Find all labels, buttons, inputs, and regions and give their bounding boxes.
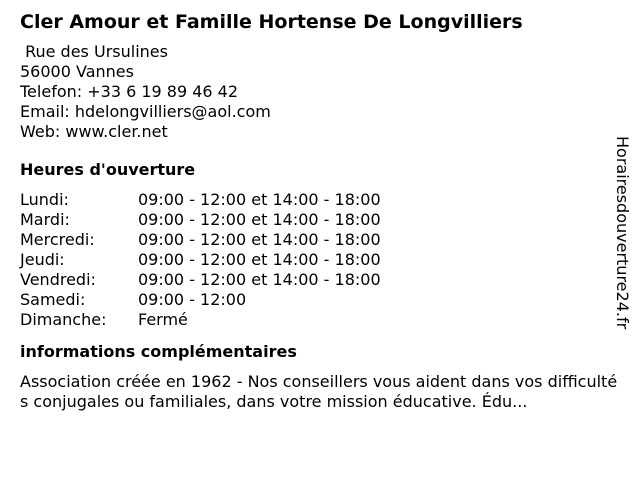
hours-row-thursday (20, 250, 620, 270)
day-label: Jeudi: (20, 250, 65, 269)
day-label: Mardi: (20, 210, 70, 229)
day-label: Vendredi: (20, 270, 96, 289)
day-label: Samedi: (20, 290, 86, 309)
day-label: Lundi: (20, 190, 69, 209)
hours-row-tuesday (20, 210, 620, 230)
street-address: Rue des Ursulines (20, 42, 168, 61)
address-block (20, 42, 620, 142)
additional-info-heading: informations complémentaires (20, 342, 297, 361)
city-postcode: 56000 Vannes (20, 62, 134, 81)
phone-number: Telefon: +33 6 19 89 46 42 (20, 82, 239, 101)
day-hours: 09:00 - 12:00 et 14:00 - 18:00 (138, 230, 381, 249)
day-hours: 09:00 - 12:00 et 14:00 - 18:00 (138, 190, 381, 209)
day-hours: 09:00 - 12:00 (138, 290, 247, 309)
day-hours: 09:00 - 12:00 et 14:00 - 18:00 (138, 250, 381, 269)
hours-row-saturday (20, 290, 620, 310)
email-address: Email: hdelongvilliers@aol.com (20, 102, 271, 121)
day-hours: 09:00 - 12:00 et 14:00 - 18:00 (138, 210, 381, 229)
day-hours: 09:00 - 12:00 et 14:00 - 18:00 (138, 270, 381, 289)
business-name: Cler Amour et Famille Hortense De Longvilliers (20, 11, 523, 33)
website: Web: www.cler.net (20, 122, 168, 141)
hours-row-friday (20, 270, 620, 290)
day-label: Dimanche: (20, 310, 107, 329)
opening-hours-heading: Heures d'ouverture (20, 160, 196, 179)
hours-row-monday (20, 190, 620, 210)
hours-row-sunday (20, 310, 620, 330)
day-label: Mercredi: (20, 230, 95, 249)
business-description: Association créée en 1962 - Nos conseillers vous aident dans vos difficultés conjugales ou familiales, dans votre mission éducative. Édu... (20, 372, 618, 411)
business-card (20, 10, 620, 412)
site-brand-watermark: Horairesdouverture24.fr (613, 136, 632, 330)
hours-row-wednesday (20, 230, 620, 250)
day-hours: Fermé (138, 310, 188, 329)
opening-hours-table (20, 190, 620, 330)
